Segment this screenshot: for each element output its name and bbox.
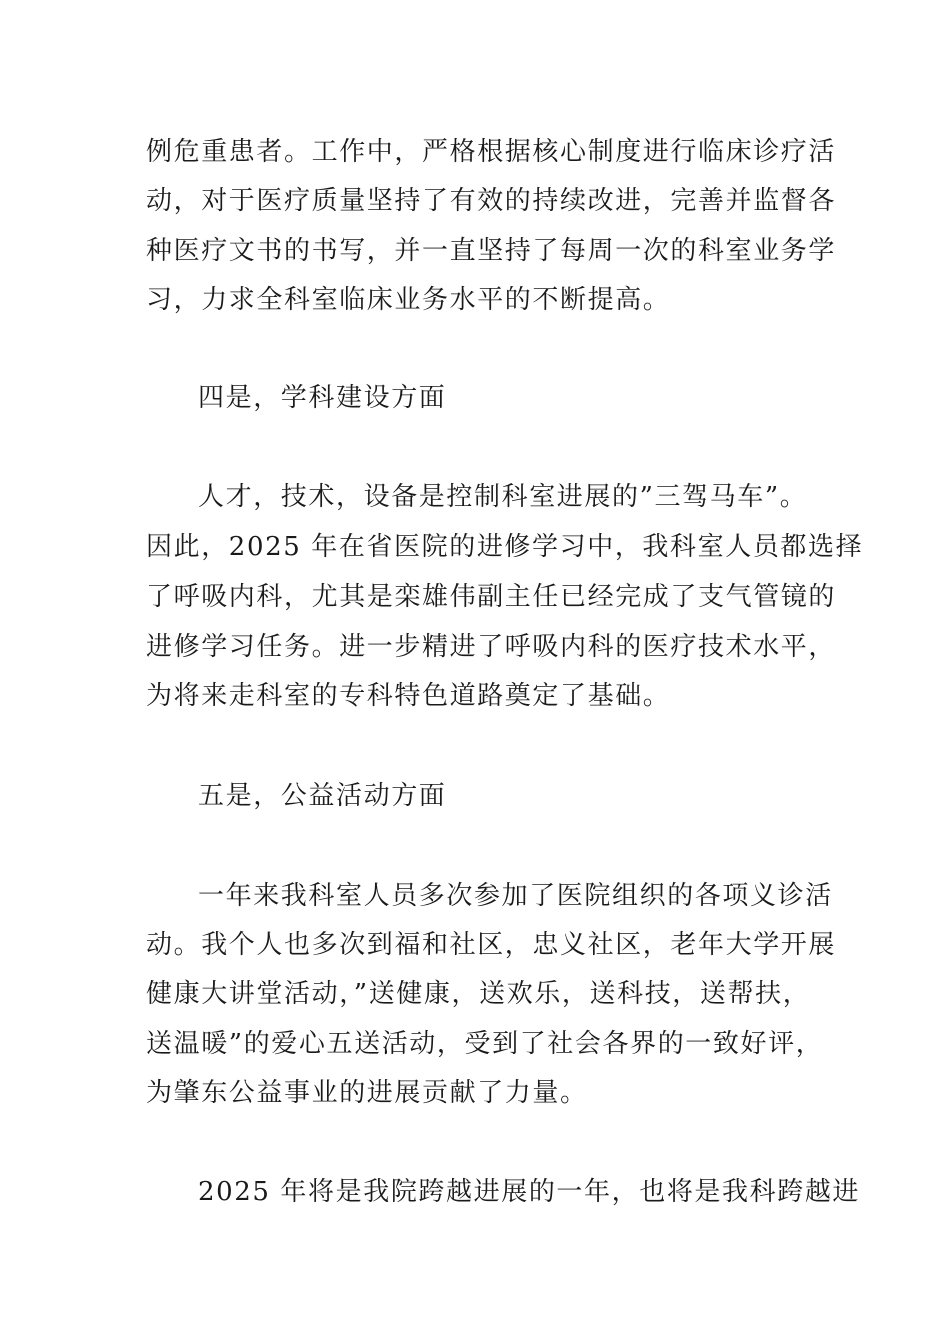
paragraph-line: 健康大讲堂活动，”送健康，送欢乐，送科技，送帮扶， (146, 979, 811, 1009)
section-heading: 四是，学科建设方面 (198, 383, 447, 413)
paragraph-line: 例危重患者。工作中，严格根据核心制度进行临床诊疗活 (146, 137, 837, 167)
paragraph-line: 为将来走科室的专科特色道路奠定了基础。 (146, 681, 671, 711)
paragraph-line: 种医疗文书的书写，并一直坚持了每周一次的科室业务学 (146, 236, 837, 266)
paragraph-line: 了呼吸内科，尤其是栾雄伟副主任已经完成了支气管镜的 (146, 582, 837, 612)
paragraph-line: 习，力求全科室临床业务水平的不断提高。 (146, 285, 671, 315)
paragraph-line: 人才，技术，设备是控制科室进展的”三驾马车”。 (198, 482, 808, 512)
paragraph-line: 因此，2025 年在省医院的进修学习中，我科室人员都选择 (146, 532, 864, 562)
paragraph-line: 2025 年将是我院跨越进展的一年，也将是我科跨越进 (198, 1177, 861, 1207)
paragraph-line: 为肇东公益事业的进展贡献了力量。 (146, 1078, 588, 1108)
paragraph-line: 进修学习任务。进一步精进了呼吸内科的医疗技术水平， (146, 632, 837, 662)
paragraph-line: 动。我个人也多次到福和社区，忠义社区，老年大学开展 (146, 930, 837, 960)
paragraph-line: 送温暖”的爱心五送活动，受到了社会各界的一致好评， (146, 1029, 824, 1059)
paragraph-line: 一年来我科室人员多次参加了医院组织的各项义诊活 (198, 881, 833, 911)
paragraph-line: 动，对于医疗质量坚持了有效的持续改进，完善并监督各 (146, 186, 837, 216)
section-heading: 五是，公益活动方面 (198, 781, 447, 811)
